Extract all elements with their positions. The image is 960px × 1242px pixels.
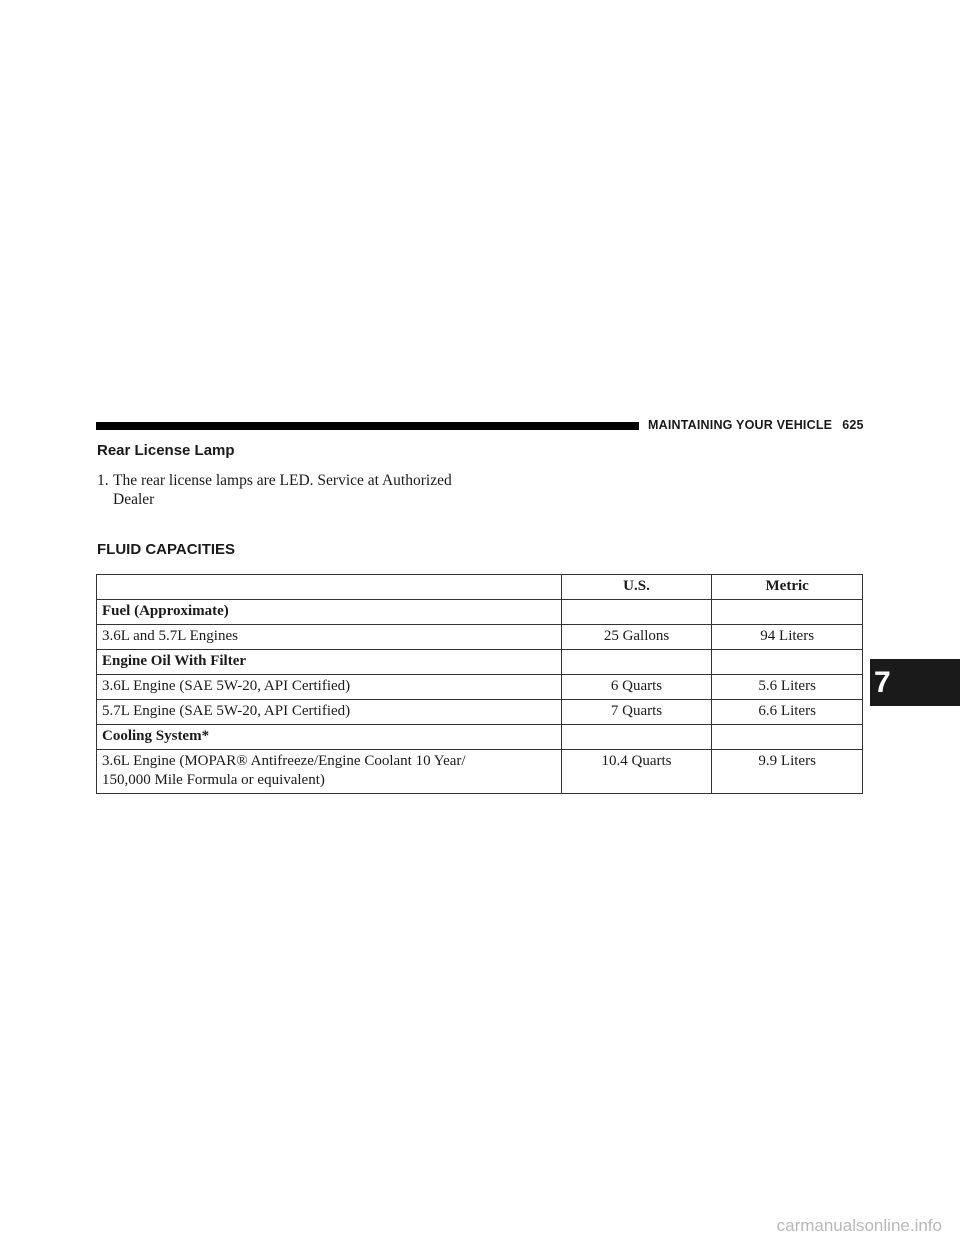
row-metric: 6.6 Liters <box>712 700 863 725</box>
row-us: 10.4 Quarts <box>561 750 712 794</box>
row-metric <box>712 725 863 750</box>
row-us <box>561 725 712 750</box>
row-item: Engine Oil With Filter <box>97 650 562 675</box>
row-us: 6 Quarts <box>561 675 712 700</box>
page-number: 625 <box>842 418 864 432</box>
row-item <box>97 750 562 794</box>
step-text-line1: The rear license lamps are LED. Service at Authorized <box>113 472 452 489</box>
row-metric <box>712 600 863 625</box>
row-item-line1: 3.6L Engine (MOPAR® Antifreeze/Engine Coolant 10 Year/ <box>102 753 466 769</box>
row-us: 7 Quarts <box>561 700 712 725</box>
column-header-item <box>97 575 562 600</box>
chapter-tab: 7 <box>870 659 960 706</box>
fluid-capacities-title: FLUID CAPACITIES <box>97 541 236 558</box>
rear-license-lamp-step <box>97 471 517 509</box>
row-item: 3.6L Engine (SAE 5W-20, API Certified) <box>97 675 562 700</box>
table-row <box>97 725 863 750</box>
row-item: 5.7L Engine (SAE 5W-20, API Certified) <box>97 700 562 725</box>
row-metric: 5.6 Liters <box>712 675 863 700</box>
table-row <box>97 700 863 725</box>
row-us <box>561 650 712 675</box>
row-item-line2: 150,000 Mile Formula or equivalent) <box>102 772 325 788</box>
row-item: 3.6L and 5.7L Engines <box>97 625 562 650</box>
table-row <box>97 625 863 650</box>
table-row <box>97 750 863 794</box>
column-header-us: U.S. <box>561 575 712 600</box>
fluid-capacities-table <box>96 574 863 794</box>
running-head <box>648 418 864 432</box>
column-header-metric: Metric <box>712 575 863 600</box>
step-number: 1. <box>97 472 109 489</box>
row-metric: 94 Liters <box>712 625 863 650</box>
table-header-row <box>97 575 863 600</box>
rear-license-lamp-title: Rear License Lamp <box>97 442 235 459</box>
row-us: 25 Gallons <box>561 625 712 650</box>
row-metric <box>712 650 863 675</box>
table-row <box>97 650 863 675</box>
header-rule <box>96 422 639 430</box>
row-item: Fuel (Approximate) <box>97 600 562 625</box>
running-head-section: MAINTAINING YOUR VEHICLE <box>648 418 833 432</box>
row-us <box>561 600 712 625</box>
row-metric: 9.9 Liters <box>712 750 863 794</box>
row-item: Cooling System* <box>97 725 562 750</box>
table-row <box>97 600 863 625</box>
table-row <box>97 675 863 700</box>
step-text-line2: Dealer <box>113 491 155 508</box>
watermark: carmanualsonline.info <box>776 1216 942 1235</box>
